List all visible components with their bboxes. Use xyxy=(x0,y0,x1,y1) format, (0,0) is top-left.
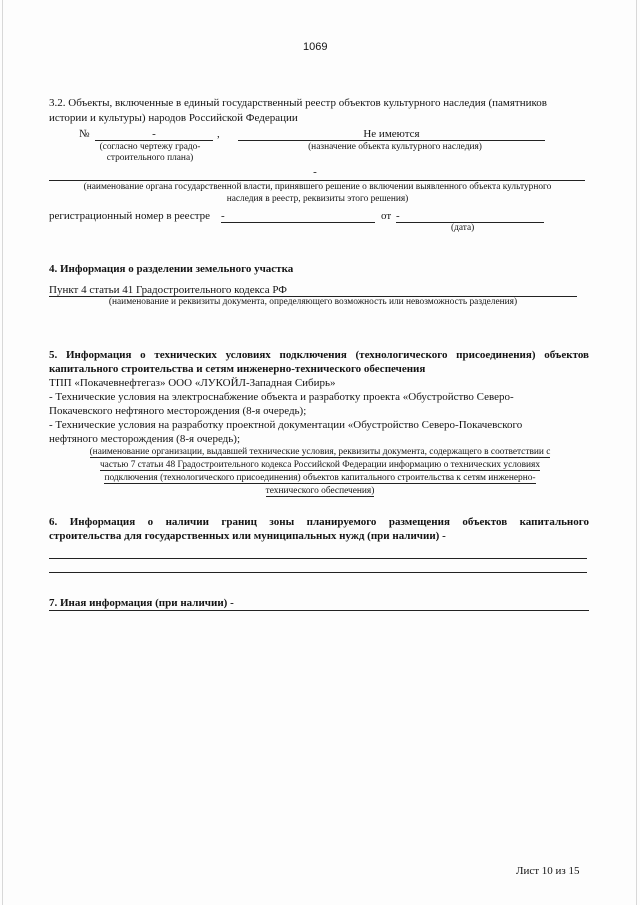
number-comma: , xyxy=(217,128,220,140)
drawing-caption-line2: строительного плана) xyxy=(106,153,194,163)
tech-condition-2-line2: нефтяного месторождения (8-я очередь); xyxy=(49,433,241,445)
registry-number-value: - xyxy=(221,210,375,223)
drawing-caption-line1: (согласно чертежу градо- xyxy=(99,142,201,152)
number-label: № xyxy=(79,128,90,140)
section-6-title-line1: 6. Информация о наличии границ зоны планируемого размещения объектов капитального xyxy=(49,516,589,528)
section-4-title: 4. Информация о разделении земельного участка xyxy=(49,263,294,275)
cultural-object-caption: (назначение объекта культурного наследия) xyxy=(308,142,482,152)
authority-caption-line2: наследия в реестр, реквизиты этого решения) xyxy=(226,194,409,204)
tech-condition-1-line1: - Технические условия на электроснабжение объекта и разработку проекта «Обустройство Северо- xyxy=(49,391,514,403)
registry-number-label: регистрационный номер в реестре xyxy=(49,210,211,222)
section-3-2-title-line2: истории и культуры) народов Российской Федерации xyxy=(49,112,298,124)
section-6-line2 xyxy=(49,572,587,573)
scan-edge-right xyxy=(636,0,637,905)
tech-caption-line3: подключения (технологического присоединения) объектов капитального строительства к сетям инженерно- xyxy=(104,473,536,483)
authority-line xyxy=(49,180,585,181)
tech-caption-line4: технического обеспечения) xyxy=(265,486,375,496)
sheet-counter: Лист 10 из 15 xyxy=(516,865,580,877)
land-division-value: Пункт 4 статьи 41 Градостроительного кодекса РФ xyxy=(49,284,577,297)
from-date-value: - xyxy=(396,210,544,223)
land-division-caption: (наименование и реквизиты документа, определяющего возможность или невозможность разделения) xyxy=(108,297,518,307)
section-6-title-line2: строительства для государственных или муниципальных нужд (при наличии) - xyxy=(49,530,446,542)
tech-condition-2-line1: - Технические условия на разработку проектной документации «Обустройство Северо-Покачевского xyxy=(49,419,523,431)
tech-conditions-org: ТПП «Покачевнефтегаз» ООО «ЛУКОЙЛ-Западная Сибирь» xyxy=(49,377,336,389)
authority-caption-line1: (наименование органа государственной власти, принявшего решение о включении выявленного объекта культурного xyxy=(83,182,552,192)
tech-caption-line2: частью 7 статьи 48 Градостроительного кодекса Российской Федерации информацию о технических условиях xyxy=(99,460,541,470)
date-caption: (дата) xyxy=(451,223,475,233)
section-3-2-title-line1: 3.2. Объекты, включенные в единый государственный реестр объектов культурного наследия (памятников xyxy=(49,97,547,109)
number-value: - xyxy=(95,128,213,141)
page-number: 1069 xyxy=(303,41,328,53)
tech-caption-line1: (наименование организации, выдавшей технические условия, реквизиты документа, содержащего в соответствии с xyxy=(89,447,551,457)
section-5-title-line2: капитального строительства и сетям инженерно-технического обеспечения xyxy=(49,363,426,375)
authority-value: - xyxy=(313,166,317,178)
from-label: от xyxy=(381,210,392,222)
section-7-title: 7. Иная информация (при наличии) - xyxy=(49,597,234,609)
tech-condition-1-line2: Покачевского нефтяного месторождения (8-я очередь); xyxy=(49,405,307,417)
cultural-object-value: Не имеются xyxy=(238,128,545,141)
section-5-title-line1: 5. Информация о технических условиях подключения (технологического присоединения) объектов xyxy=(49,349,589,361)
scan-edge-left xyxy=(2,0,3,905)
section-7-line xyxy=(49,610,589,611)
section-6-line1 xyxy=(49,558,587,559)
